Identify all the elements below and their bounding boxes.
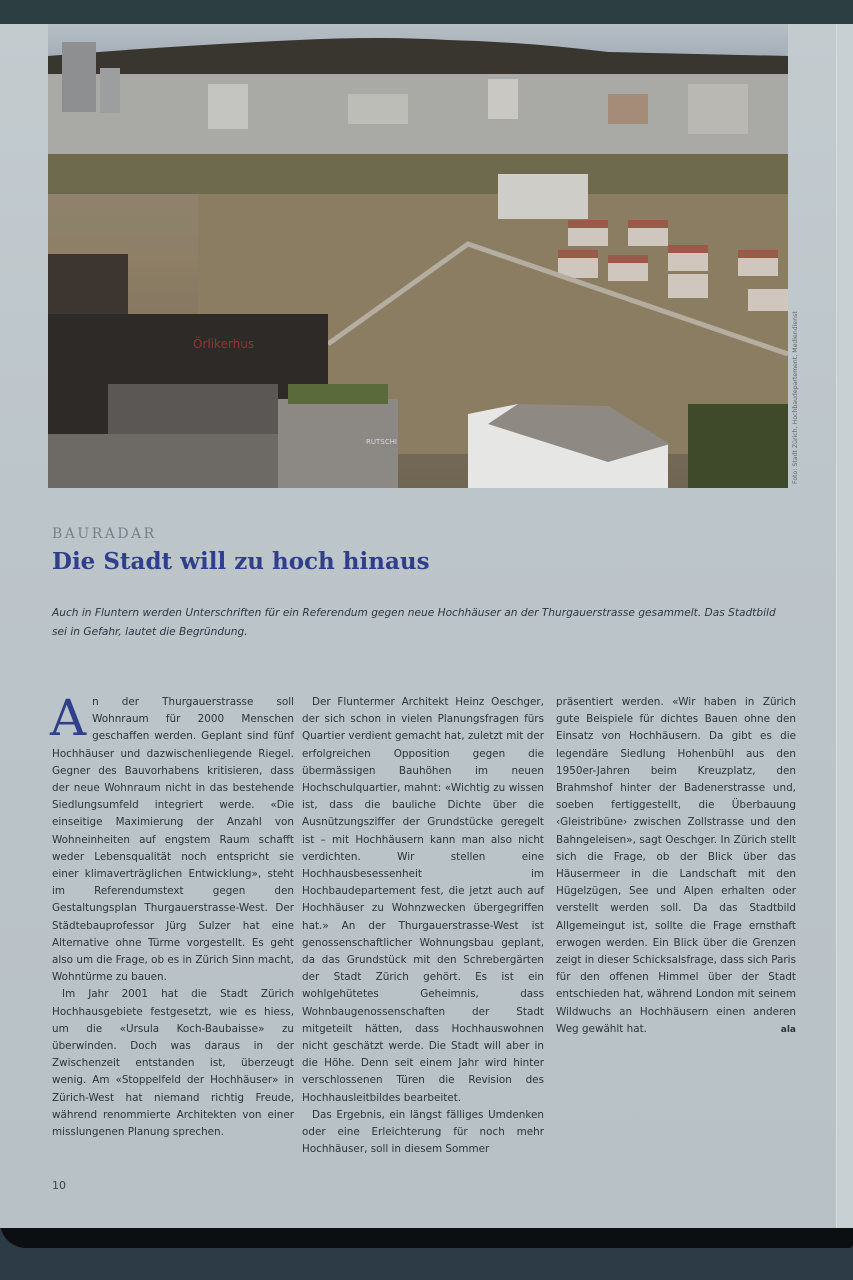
magazine-page [0, 24, 853, 1228]
article-headline: Die Stadt will zu hoch hinaus [52, 548, 430, 575]
photo-credit: Foto: Stadt Zürich, Hochbaudepartement, Mediendienst [792, 311, 799, 484]
next-page-edge [837, 24, 853, 1228]
paragraph: Im Jahr 2001 hat die Stadt Zürich Hochhausgebiete festgesetzt, wie es hiess, um die «Ursula Koch-Baubaisse» zu überwinden. Doch was daraus in der Zwischenzeit entstanden ist, überzeugt wenig. Am «Stoppelfeld der Hochhäuser» in Zürich-West hat niemand richtig Freude, während renommierte Architekten von einer misslungenen Planung sprechen. [52, 988, 294, 1139]
article-column-1 [50, 689, 294, 1141]
trees [688, 404, 788, 488]
paragraph: Der Fluntermer Architekt Heinz Oeschger, der sich schon in vielen Planungsfragen fürs Quartier verdient gemacht hat, zuletzt mit der erfolgreichen Opposition gegen die übermässigen Bauhöhen im neuen Hochschulquartier, mahnt: «Wichtig zu wissen ist, dass die bauliche Dichte über die Ausnützungsziffer der Grundstücke geregelt ist – mit Hochhäusern kann man also nicht verdichten. Wir stellen eine Hochhausbesessenheit im Hochbaudepartement fest, die jetzt auch auf Hochhäuser zu Wohnzwecken übergegriffen hat.» An der Thurgauerstrasse-West ist genossenschaftlicher Wohnungsbau geplant, da das Grundstück mit den Schrebergärten der Stadt Zürich gehört. Es ist ein wohlgehütetes Geheimnis, dass Wohnbaugenossenschaften der Stadt mitgeteilt hätten, dass Hochhauswohnen nicht geschätzt werde. Die Stadt will aber in die Höhe. Denn seit einem Jahr wird hinter verschlossenen Türen die Revision des Hochhausleitbildes bearbeitet. [302, 696, 544, 1104]
paragraph-text: n der Thurgauerstrasse soll Wohnraum für 2000 Menschen geschaffen werden. Geplant sind fünf Hochhäuser und dazwischenliegende Riegel. Gegner des Bauvorhabens kritisieren, dass der neue Wohnraum nicht in das bestehende Siedlungsumfeld integriert werde. «Die einseitige Maximierung der Anzahl von Wohneinheiten auf engstem Raum schafft weder Lebensqualität noch entspricht sie einer klimaverträglichen Entwicklung», steht im Referendumstext gegen den Gestaltungsplan Thurgauerstrasse-West. Der Städtebauprofessor Jürg Sulzer hat eine Alternative ohne Türme vorgestellt. Es geht also um die Frage, ob es in Zürich Sinn macht, Wohntürme zu bauen. [52, 696, 294, 984]
office-tower [48, 254, 128, 324]
page-number: 10 [52, 1179, 66, 1192]
paragraph [556, 694, 796, 1038]
tree-line [48, 154, 788, 194]
white-building [498, 174, 588, 219]
background-top [0, 0, 853, 26]
article-lead: Auch in Fluntern werden Unterschriften für ein Referendum gegen neue Hochhäuser an der Thurgauerstrasse gesammelt. Das Stadtbild sei in Gefahr, lautet die Begründung. [52, 607, 776, 638]
paragraph: Das Ergebnis, ein längst fälliges Umdenken oder eine Erleichterung für noch mehr Hochhäuser, soll in diesem Sommer [302, 1108, 544, 1156]
article-column-3 [556, 694, 796, 1039]
photo-illustration [48, 24, 788, 488]
city-skyline [48, 74, 788, 164]
aerial-city-photo [48, 24, 788, 488]
page-edge-line [836, 24, 837, 1228]
section-kicker: BAURADAR [52, 526, 157, 542]
article-column-2 [302, 694, 544, 1158]
tower-left [62, 42, 96, 112]
rutschi-sign: RUTSCHI [366, 438, 397, 446]
oerlikerhus-sign: Örlikerhus [193, 337, 255, 351]
paragraph [50, 689, 294, 986]
author-byline: ala [780, 1024, 796, 1035]
paragraph-text: präsentiert werden. «Wir haben in Zürich gute Beispiele für dichtes Bauen ohne den Einsatz von Hochhäusern. Da gibt es die legendäre Siedlung Hohenbühl aus den 1950er-Jahren beim Kreuzplatz, den Brahmshof hinter der Badenerstrasse und, soeben fertiggestellt, die Überbauung ‹Gleistribüne› zwischen Zollstrasse und den Bahngeleisen», sagt Oeschger. In Zürich stellt sich die Frage, ob der Blick über das Häusermeer in die Landschaft mit den Hügelzügen, See und Alpen erhalten oder verstellt werden soll. Da das Stadtbild Allgemeingut ist, sollte die Frage ernsthaft erwogen werden. Ein Blick über die Grenzen zeigt in dieser Schicksalsfrage, dass sich Paris für den offenen Himmel über der Stadt entschieden hat, während London mit seinem Wildwuchs an Hochhäusern einen anderen Weg gewählt hat. [556, 696, 796, 1035]
drop-cap: A [50, 689, 87, 747]
